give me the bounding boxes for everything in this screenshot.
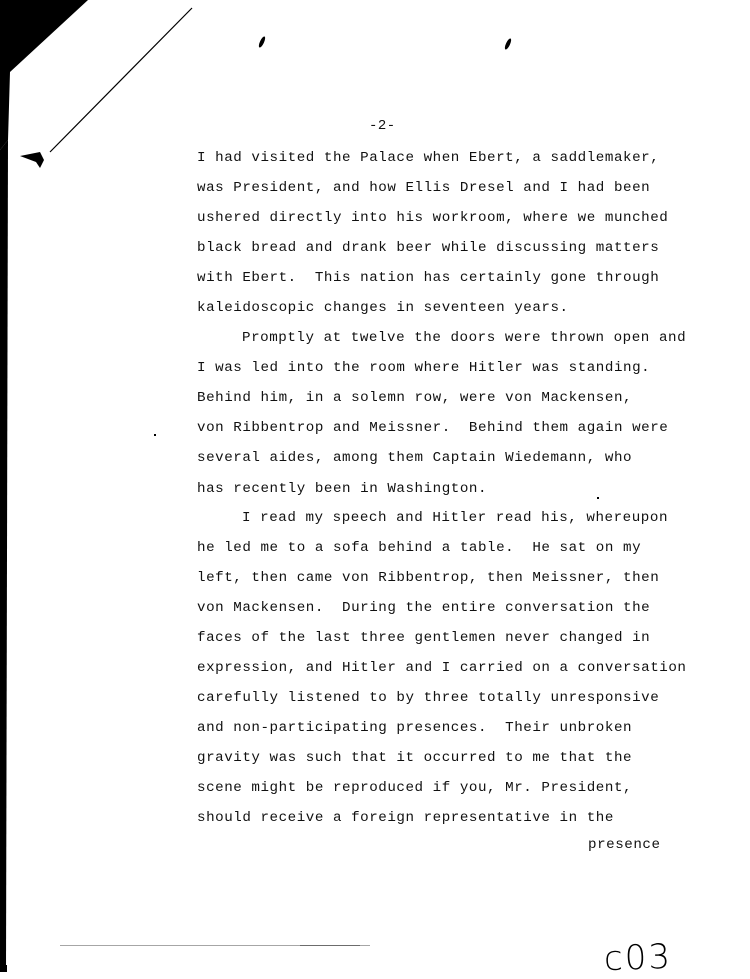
text-line: kaleidoscopic changes in seventeen years. [197, 300, 569, 316]
text-line: left, then came von Ribbentrop, then Meissner, then [197, 570, 660, 586]
text-line: several aides, among them Captain Wiedemann, who [197, 450, 633, 466]
text-line: I was led into the room where Hitler was standing. [197, 360, 651, 376]
scan-noise [597, 497, 599, 499]
text-line: gravity was such that it occurred to me that the [197, 750, 633, 766]
text-line: von Mackensen. During the entire conversation the [197, 600, 651, 616]
text-line: he led me to a sofa behind a table. He sat on my [197, 540, 642, 556]
text-line: I read my speech and Hitler read his, whereupon [242, 510, 669, 526]
text-line: black bread and drank beer while discussing matters [197, 240, 660, 256]
text-line: scene might be reproduced if you, Mr. President, [197, 780, 633, 796]
text-line: should receive a foreign representative in the [197, 810, 614, 826]
text-line: carefully listened to by three totally unresponsive [197, 690, 660, 706]
text-line: von Ribbentrop and Meissner. Behind them again were [197, 420, 669, 436]
text-line: Behind him, in a solemn row, were von Mackensen, [197, 390, 633, 406]
text-line: Promptly at twelve the doors were thrown open and [242, 330, 687, 346]
text-line: with Ebert. This nation has certainly gone through [197, 270, 660, 286]
handwritten-page-mark: c03 [603, 936, 673, 979]
scan-noise [300, 945, 370, 946]
page-number: -2- [369, 118, 396, 134]
text-line: and non-participating presences. Their unbroken [197, 720, 633, 736]
text-line: has recently been in Washington. [197, 481, 488, 497]
catchword: presence [588, 837, 661, 853]
text-line: ushered directly into his workroom, where we munched [197, 210, 669, 226]
scan-noise [154, 434, 156, 436]
text-line: was President, and how Ellis Dresel and I had been [197, 180, 651, 196]
text-line: I had visited the Palace when Ebert, a saddlemaker, [197, 150, 660, 166]
text-line: expression, and Hitler and I carried on a conversation [197, 660, 687, 676]
text-line: faces of the last three gentlemen never changed in [197, 630, 651, 646]
